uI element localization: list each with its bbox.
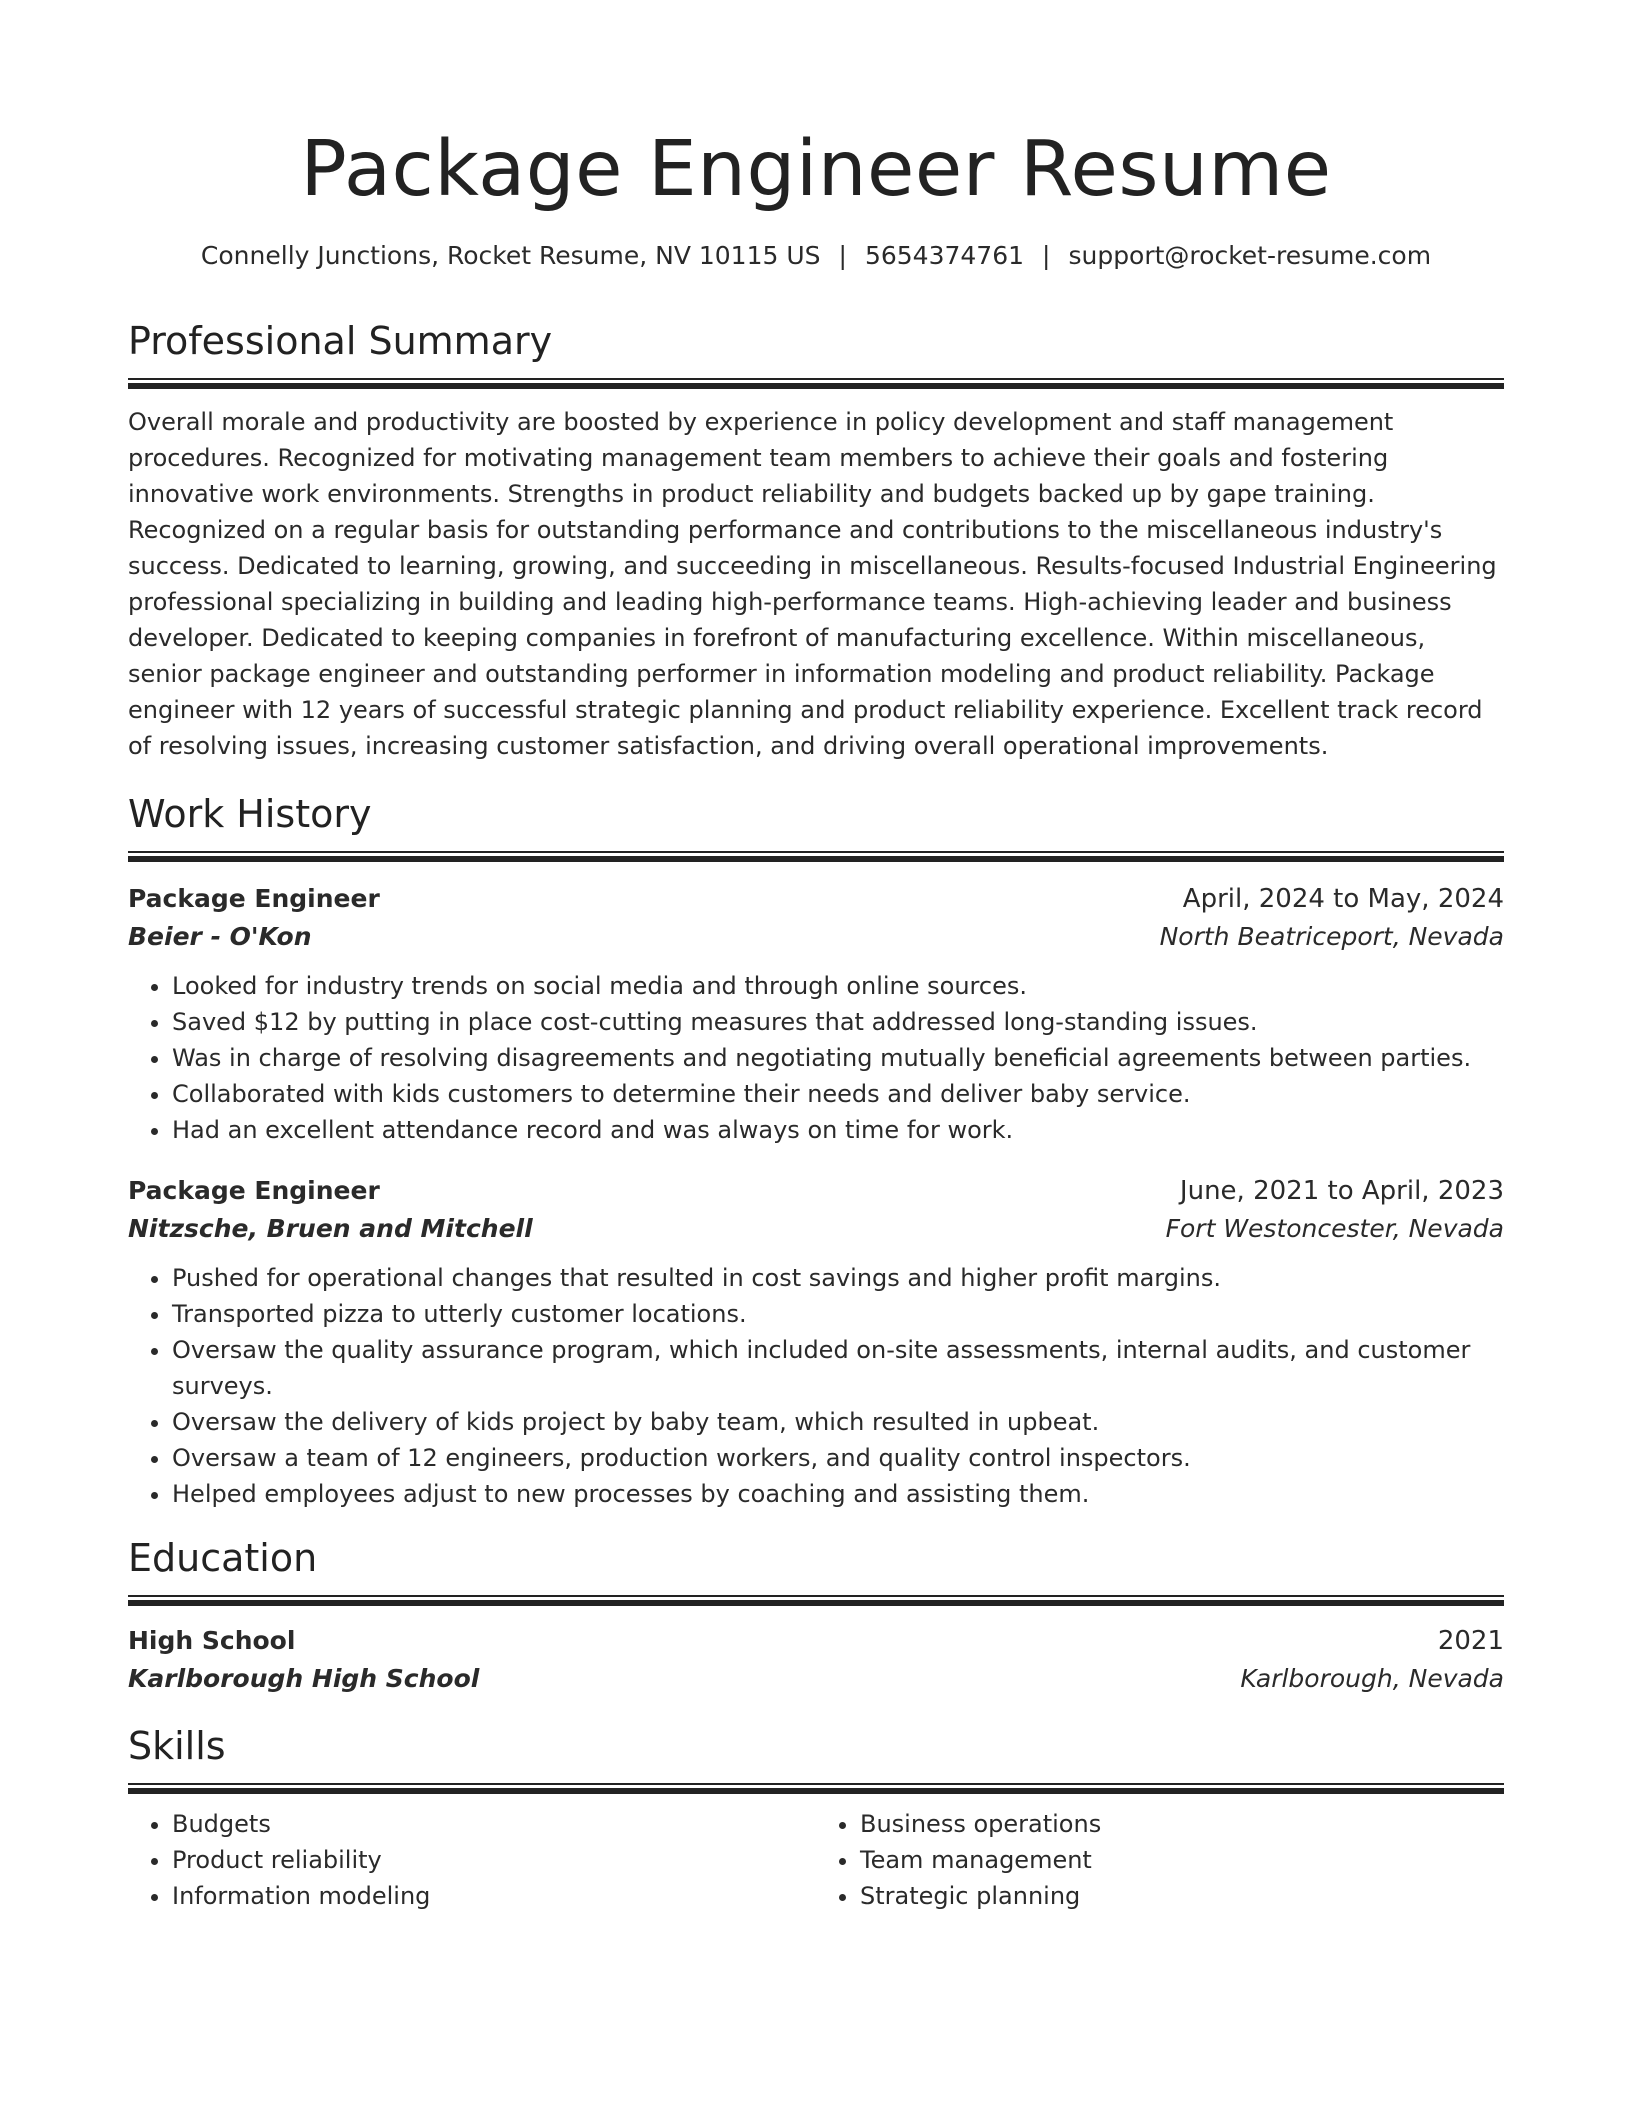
section-title-summary: Professional Summary <box>128 319 553 363</box>
job-subheader <box>128 918 1504 956</box>
section-title-education: Education <box>128 1536 318 1580</box>
job-company: Beier - O'Kon <box>128 922 312 951</box>
section-divider <box>128 851 1504 862</box>
job-entry <box>128 880 1504 1148</box>
job-entry <box>128 1172 1504 1512</box>
section-title-work: Work History <box>128 792 372 836</box>
education-degree: High School <box>128 1626 296 1655</box>
job-company: Nitzsche, Bruen and Mitchell <box>128 1214 533 1243</box>
section-title-skills: Skills <box>128 1724 226 1768</box>
job-bullets <box>128 1260 1504 1512</box>
skill-item: • Budgets <box>172 1806 816 1842</box>
job-bullet: • Helped employees adjust to new processes by coaching and assisting them. <box>172 1476 1504 1512</box>
resume-title: Package Engineer Resume <box>300 125 1332 214</box>
skills-list <box>128 1806 1504 1914</box>
skill-item: • Business operations <box>860 1806 1504 1842</box>
job-bullets <box>128 968 1504 1148</box>
skills-column-right <box>816 1806 1504 1914</box>
job-role: Package Engineer <box>128 1176 380 1205</box>
job-subheader <box>128 1210 1504 1248</box>
job-bullet: • Oversaw a team of 12 engineers, production workers, and quality control inspectors. <box>172 1440 1504 1476</box>
address: Connelly Junctions, Rocket Resume, NV 10115 US <box>200 241 821 270</box>
education-header <box>128 1622 1504 1660</box>
skill-item: • Product reliability <box>172 1842 816 1878</box>
job-bullet: • Was in charge of resolving disagreements and negotiating mutually beneficial agreements between parties. <box>172 1040 1504 1076</box>
resume-page <box>128 0 1504 1914</box>
job-dates: June, 2021 to April, 2023 <box>1179 1176 1504 1206</box>
separator: | <box>1042 241 1051 270</box>
job-bullet: • Oversaw the delivery of kids project by baby team, which resulted in upbeat. <box>172 1404 1504 1440</box>
job-bullet: • Pushed for operational changes that resulted in cost savings and higher profit margins. <box>172 1260 1504 1296</box>
job-bullet: • Saved $12 by putting in place cost-cutting measures that addressed long-standing issues. <box>172 1004 1504 1040</box>
education-year: 2021 <box>1437 1626 1504 1656</box>
section-divider <box>128 1783 1504 1794</box>
phone: 5654374761 <box>864 241 1025 270</box>
job-header <box>128 1172 1504 1210</box>
job-bullet: • Had an excellent attendance record and was always on time for work. <box>172 1112 1504 1148</box>
contact-line <box>128 238 1504 274</box>
skill-item: • Strategic planning <box>860 1878 1504 1914</box>
education-entry <box>128 1622 1504 1698</box>
section-divider <box>128 1595 1504 1606</box>
skill-item: • Information modeling <box>172 1878 816 1914</box>
education-school: Karlborough High School <box>128 1664 480 1693</box>
job-role: Package Engineer <box>128 884 380 913</box>
job-location: Fort Westoncester, Nevada <box>1165 1214 1504 1243</box>
section-divider <box>128 378 1504 389</box>
skills-column-left <box>128 1806 816 1914</box>
job-bullet: • Oversaw the quality assurance program, which included on-site assessments, internal audits, and customer surveys. <box>172 1332 1504 1404</box>
job-dates: April, 2024 to May, 2024 <box>1182 884 1504 914</box>
job-header <box>128 880 1504 918</box>
job-location: North Beatriceport, Nevada <box>1159 922 1504 951</box>
email: support@rocket-resume.com <box>1068 241 1432 270</box>
education-subheader <box>128 1660 1504 1698</box>
summary-text: Overall morale and productivity are boosted by experience in policy development and staff management procedures. Recognized for motivating management team members to achieve their goals and fostering innovative work environments. Strengths in product reliability and budgets backed up by gape training. Recognized on a regular basis for outstanding performance and contributions to the miscellaneous industry's success. Dedicated to learning, growing, and succeeding in miscellaneous. Results-focused Industrial Engineering professional specializing in building and leading high-performance teams. High-achieving leader and business developer. Dedicated to keeping companies in forefront of manufacturing excellence. Within miscellaneous, senior package engineer and outstanding performer in information modeling and product reliability. Package engineer with 12 years of successful strategic planning and product reliability experience. Excellent track record of resolving issues, increasing customer satisfaction, and driving overall operational improvements. <box>128 408 1497 760</box>
separator: | <box>838 241 847 270</box>
job-bullet: • Collaborated with kids customers to determine their needs and deliver baby service. <box>172 1076 1504 1112</box>
job-bullet: • Looked for industry trends on social media and through online sources. <box>172 968 1504 1004</box>
job-bullet: • Transported pizza to utterly customer locations. <box>172 1296 1504 1332</box>
skill-item: • Team management <box>860 1842 1504 1878</box>
education-location: Karlborough, Nevada <box>1240 1664 1504 1693</box>
